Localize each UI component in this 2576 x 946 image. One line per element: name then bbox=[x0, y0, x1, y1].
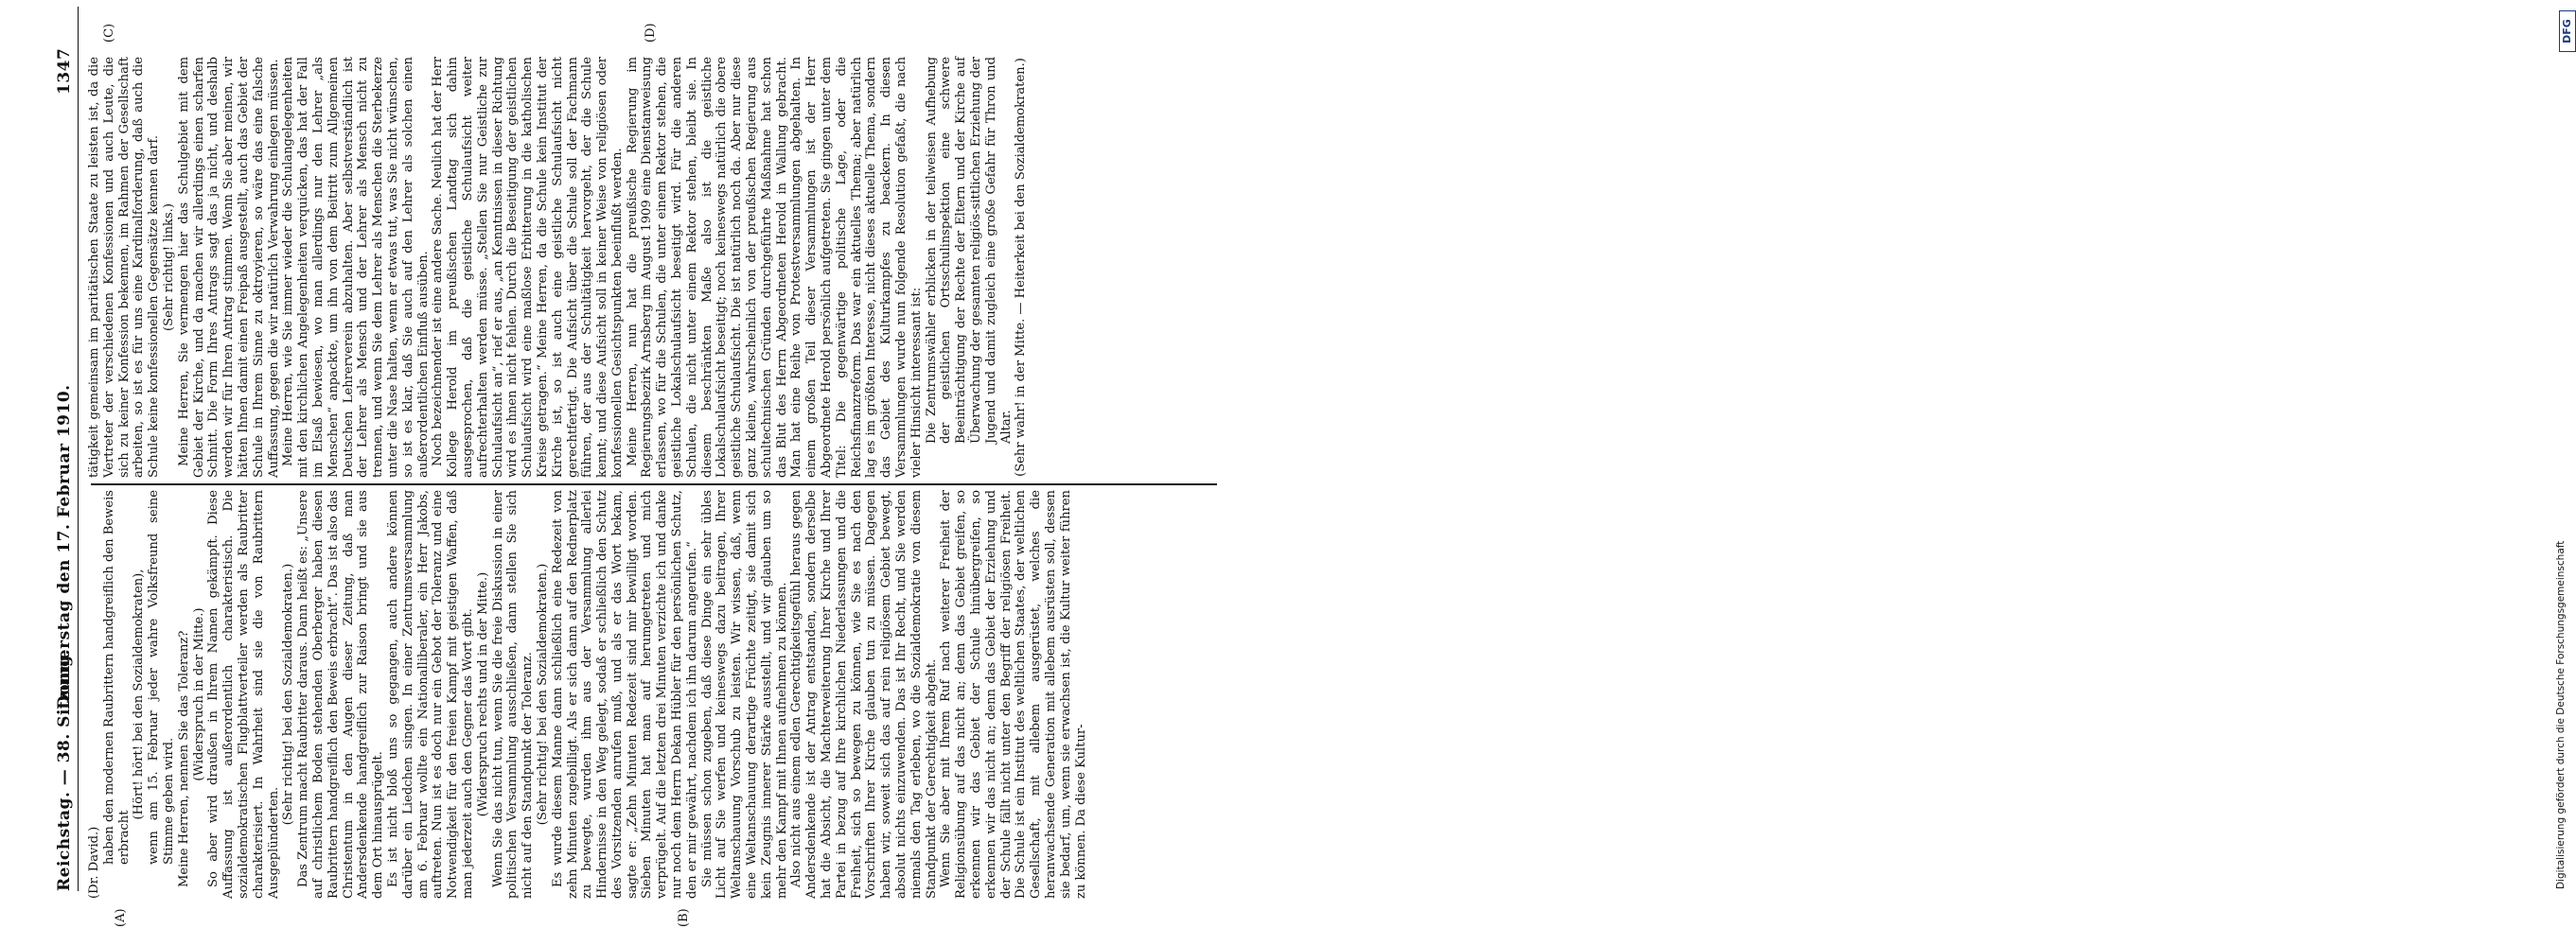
paragraph: So aber wird draußen in Ihrem Namen gekämpft. Diese Auffassung ist außerordentlich charakteristisch. Die sozialdemokratischen Flugblattverteiler werden als Raubritter charakterisiert. In Wahrheit sind sie die von Raubrittern Ausgeplünderten. bbox=[206, 490, 281, 899]
column-rule bbox=[91, 483, 1217, 485]
paragraph: haben den modernen Raubrittern handgreiflich den Beweis erbracht bbox=[101, 490, 132, 865]
paragraph: Meine Herren, wie Sie immer wieder die Schulangelegenheiten mit den kirchlichen Angelegenheiten verquicken, das hat der Fall im Elsaß bewiesen, wo man allerdings nur den Lehrer „als Menschen“ anpackte, um ihn von dem Beitritt zum Allgemeinen Deutschen Lehrerverein abzuhalten. Aber selbstverständlich ist der Lehrer als Mensch und der Lehrer als Mensch nicht zu trennen, und wenn Sie dem Lehrer als Menschen die Sterbekerze unter die Nase halten, wenn er etwas tut, was Sie nicht wünschen, so ist es klar, daß Sie auch auf den Lehrer als solchen einen außerordentlichen Einfluß ausüben. bbox=[281, 57, 431, 478]
margin-marker-d: (D) bbox=[644, 23, 658, 43]
page-number: 1347 bbox=[55, 47, 74, 95]
left-column bbox=[87, 490, 1223, 899]
header-rule bbox=[78, 7, 79, 891]
paragraph: Also nicht aus einem edlen Gerechtigkeitsgefühl heraus gegen Andersdenkende ist der Antrag entstanden, sondern derselbe hat die Absicht, die Machterweiterung Ihrer Kirche und Ihrer Partei in bezug auf Ihre kirchlichen Niederlassungen und die Freiheit, sich so bewegen zu können, wie Sie es nach den Vorschriften Ihrer Kirche glauben tun zu müssen. Dagegen haben wir, soweit sich das auf rein religiösem Gebiet bewegt, absolut nichts einzuwenden. Das ist Ihr Recht, und Sie werden niemals den Tag erleben, wo die Sozialdemokratie von diesem Standpunkt der Gerechtigkeit abgeht. bbox=[789, 490, 939, 899]
interjection: (Sehr richtig! bei den Sozialdemokraten.) bbox=[281, 563, 296, 826]
paragraph: Es ist nicht bloß uns so gegangen, auch andere können darüber ein Liedchen singen. In einer Zentrumsversammlung am 6. Februar wollte ein Nationalliberaler, ein Herr Jakobs, auftreten. Nun ist es doch nur ein Gebot der Toleranz und eine Notwendigkeit für den freien Kampf mit geistigen Waffen, daß man jederzeit auch den Gegner das Wort gibt. bbox=[385, 490, 475, 899]
paragraph: wenn am 15. Februar jeder wahre Volksfreund seine Stimme geben wird. bbox=[147, 490, 176, 865]
paragraph: Wenn Sie das nicht tun, wenn Sie die freie Diskussion in einer politischen Versammlung ausschließen, dann stellen Sie sich nicht auf den Standpunkt der Toleranz. bbox=[490, 490, 536, 899]
paragraph: Wenn Sie aber mit Ihrem Ruf nach weiterer Freiheit der Religionsübung auf das nicht an; denn das Gebiet greifen, so erkennen wir das Gebiet der Schule hinübergreifen, so erkennen wir das nicht an; denn das Gebiet der Erziehung und der Schule fällt nicht unter den Begriff der religiösen Freiheit. Die Schule ist ein Institut des weltlichen Staates, der weltlichen Gesellschaft, mit allebem ausgerüstet, welches die heranwachsende Generation mit allebem ausrüsten soll, dessen sie bedarf, um, wenn sie erwachsen ist, die Kultur weiter führen zu können. Da diese Kultur- bbox=[939, 490, 1088, 899]
interjection: (Hört! hört! bei den Sozialdemokraten), bbox=[132, 569, 147, 820]
interjection: (Widerspruch rechts und in der Mitte.) bbox=[475, 571, 490, 817]
paragraph: Die Zentrumswähler erblicken in der teilweisen Aufhebung der geistlichen Ortsschulinspektion eine schwere Beeinträchtigung der Rechte der Eltern und der Kirche auf Überwachung der gesamten religiös-sittlichen Erziehung der Jugend und damit zugleich eine große Gefahr für Thron und Altar. bbox=[924, 57, 1014, 444]
paragraph: Es wurde diesem Manne dann schließlich eine Redezeit von zehn Minuten zugebilligt. Als er sich dann auf den Rednerplatz zu bewegte, wurden ihm aus der Versammlung allerlei Hindernisse in den Weg gelegt, sodaß er schließlich den Schutz des Vorsitzenden anrufen muß, und als er das Wort bekam, sagte er: „Zehn Minuten Redezeit sind mir bewilligt worden. Sieben Minuten hat man auf herumgetreten und mich verprügelt. Auf die letzten drei Minuten verzichte ich und danke nur noch dem Herrn Dekan Hübler für den persönlichen Schutz, den er mir gewährt, nachdem ich ihn darum angerufen.“ bbox=[550, 490, 699, 899]
right-column bbox=[87, 57, 1223, 478]
speaker-tag: (Dr. David.) bbox=[87, 826, 101, 899]
interjection: (Widerspruch in der Mitte.) bbox=[191, 607, 206, 781]
paragraph: tätigkeit gemeinsam im paritätischen Staate zu leisten ist, da die Vertreter der verschiedenen Konfessionen und auch Leute, die sich zu keiner Konfession bekennen, im Rahmen der Gesellschaft arbeiten, so ist es für uns eine Kardinalforderung, daß auch die Schule keine konfessionellen Gegensätze kennen darf. bbox=[87, 57, 162, 478]
interjection: (Sehr richtig! links.) bbox=[161, 203, 176, 331]
margin-marker-a: (A) bbox=[114, 908, 128, 927]
footer-band bbox=[1276, 0, 2573, 946]
header-date: Donnerstag den 17. Februar 1910. bbox=[55, 384, 74, 710]
paragraph: Das Zentrum macht Raubritter daraus. Dann heißt es: „Unsere auf christlichem Boden stehenden Oberberger haben diesen Raubrittern handgreiflich den Beweis erbracht“. Das ist also das Christentum in den Augen dieser Zeitung, daß man Andersdenkende handgreiflich zur Raison bringt und sie aus dem Ort hinausprügelt. bbox=[296, 490, 386, 899]
header-session: Reichstag. — 38. Sitzung. bbox=[55, 649, 74, 891]
dfg-logo: DFG bbox=[2559, 10, 2576, 52]
margin-marker-c: (C) bbox=[102, 23, 116, 43]
paragraph: Meine Herren, Sie vermengen hier das Schulgebiet mit dem Gebiet der Kirche, und da machen wir allerdings einen scharfen Schnitt. Die Form Ihres Antrags sagt das ja nicht, und deshalb werden wir für Ihren Antrag stimmen. Wenn Sie aber meinen, wir hätten Ihnen damit einen Freipaß ausgestellt, auch das Gebiet der Schule in Ihrem Sinne zu oktroyieren, so wäre das eine falsche Auffassung, gegen die wir natürlich Verwahrung einlegen müssen. bbox=[176, 57, 281, 478]
digitization-credit: Digitalisierung gefördert durch die Deutsche Forschungsgemeinschaft bbox=[2555, 540, 2567, 889]
paragraph: Sie müssen schon zugeben, daß diese Dinge ein sehr übles Licht auf Sie werfen und keineswegs dazu beitragen, Ihrer Weltanschauung Vorschub zu leisten. Wir wissen, daß, wenn eine Weltanschauung derartige Früchte zeitigt, sie damit sich kein Zeugnis innerer Stärke ausstellt, und wir glauben um so mehr den Kampf mit Ihnen aufnehmen zu können. bbox=[699, 490, 789, 899]
paragraph: Meine Herren, nun hat die preußische Regierung im Regierungsbezirk Arnsberg im August 1909 eine Dienstanweisung erlassen, wo für die Schulen, die unter einem Rektor stehen, die geistliche Lokalschulaufsicht beseitigt wird. Für die anderen Schulen, die nicht unter einem Rektor stehen, bleibt sie. In diesem beschränkten Maße also ist die geistliche Lokalschulaufsicht beseitigt; noch keineswegs natürlich die obere geistliche Schulaufsicht. Die ist natürlich noch da. Aber nur diese ganz kleine, wahrscheinlich von der preußischen Regierung aus schultechnischen Gründen durchgeführte Maßnahme hat schon das Blut des Herrn Abgeordneten Herold in Wallung gebracht. Man hat eine Reihe von Protestversammlungen abgehalten. In einem großen Teil dieser Versammlungen ist der Herr Abgeordnete Herold persönlich aufgetreten. Sie gingen unter dem Titel: Die gegenwärtige politische Lage, oder die Reichsfinanzreform. Das war ein aktuelles Thema; aber natürlich lag es im größten Interesse, nicht dieses aktuelle Thema, sondern das Gebiet des Kulturkampfes zu beackern. In diesen Versammlungen wurde nun folgende Resolution gefaßt, die nach vieler Hinsicht interessant ist: bbox=[625, 57, 924, 478]
interjection: (Sehr wahr! in der Mitte. — Heiterkeit bei den Sozialdemokraten.) bbox=[1014, 58, 1029, 477]
interjection: (Sehr richtig! bei den Sozialdemokraten.) bbox=[535, 563, 550, 826]
paragraph: Meine Herren, nennen Sie das Toleranz? bbox=[176, 630, 191, 887]
margin-marker-b: (B) bbox=[677, 908, 691, 927]
paragraph: Noch bezeichnender ist eine andere Sache. Neulich hat der Herr Kollege Herold im preußischen Landtag sich dahin ausgesprochen, daß die geistliche Schulaufsicht weiter aufrechterhalten werden müsse. „Stellen Sie nur Geistliche zur Schulaufsicht an“, rief er aus, „an Kenntnissen in dieser Richtung wird es ihnen nicht fehlen. Durch die Beseitigung der geistlichen Schulaufsicht wird eine maßlose Erbitterung in die katholischen Kreise getragen.“ Meine Herren, da die Schule kein Institut der Kirche ist, so ist auch eine geistliche Schulaufsicht nicht gerechtfertigt. Die Aufsicht über die Schule soll der Fachmann führen, der aus der Schultätigkeit hervorgeht, der die Schule kennt; und diese Aufsicht soll in keiner Weise von religiösen oder konfessionellen Gesichtspunkten beeinflußt werden. bbox=[431, 57, 625, 478]
